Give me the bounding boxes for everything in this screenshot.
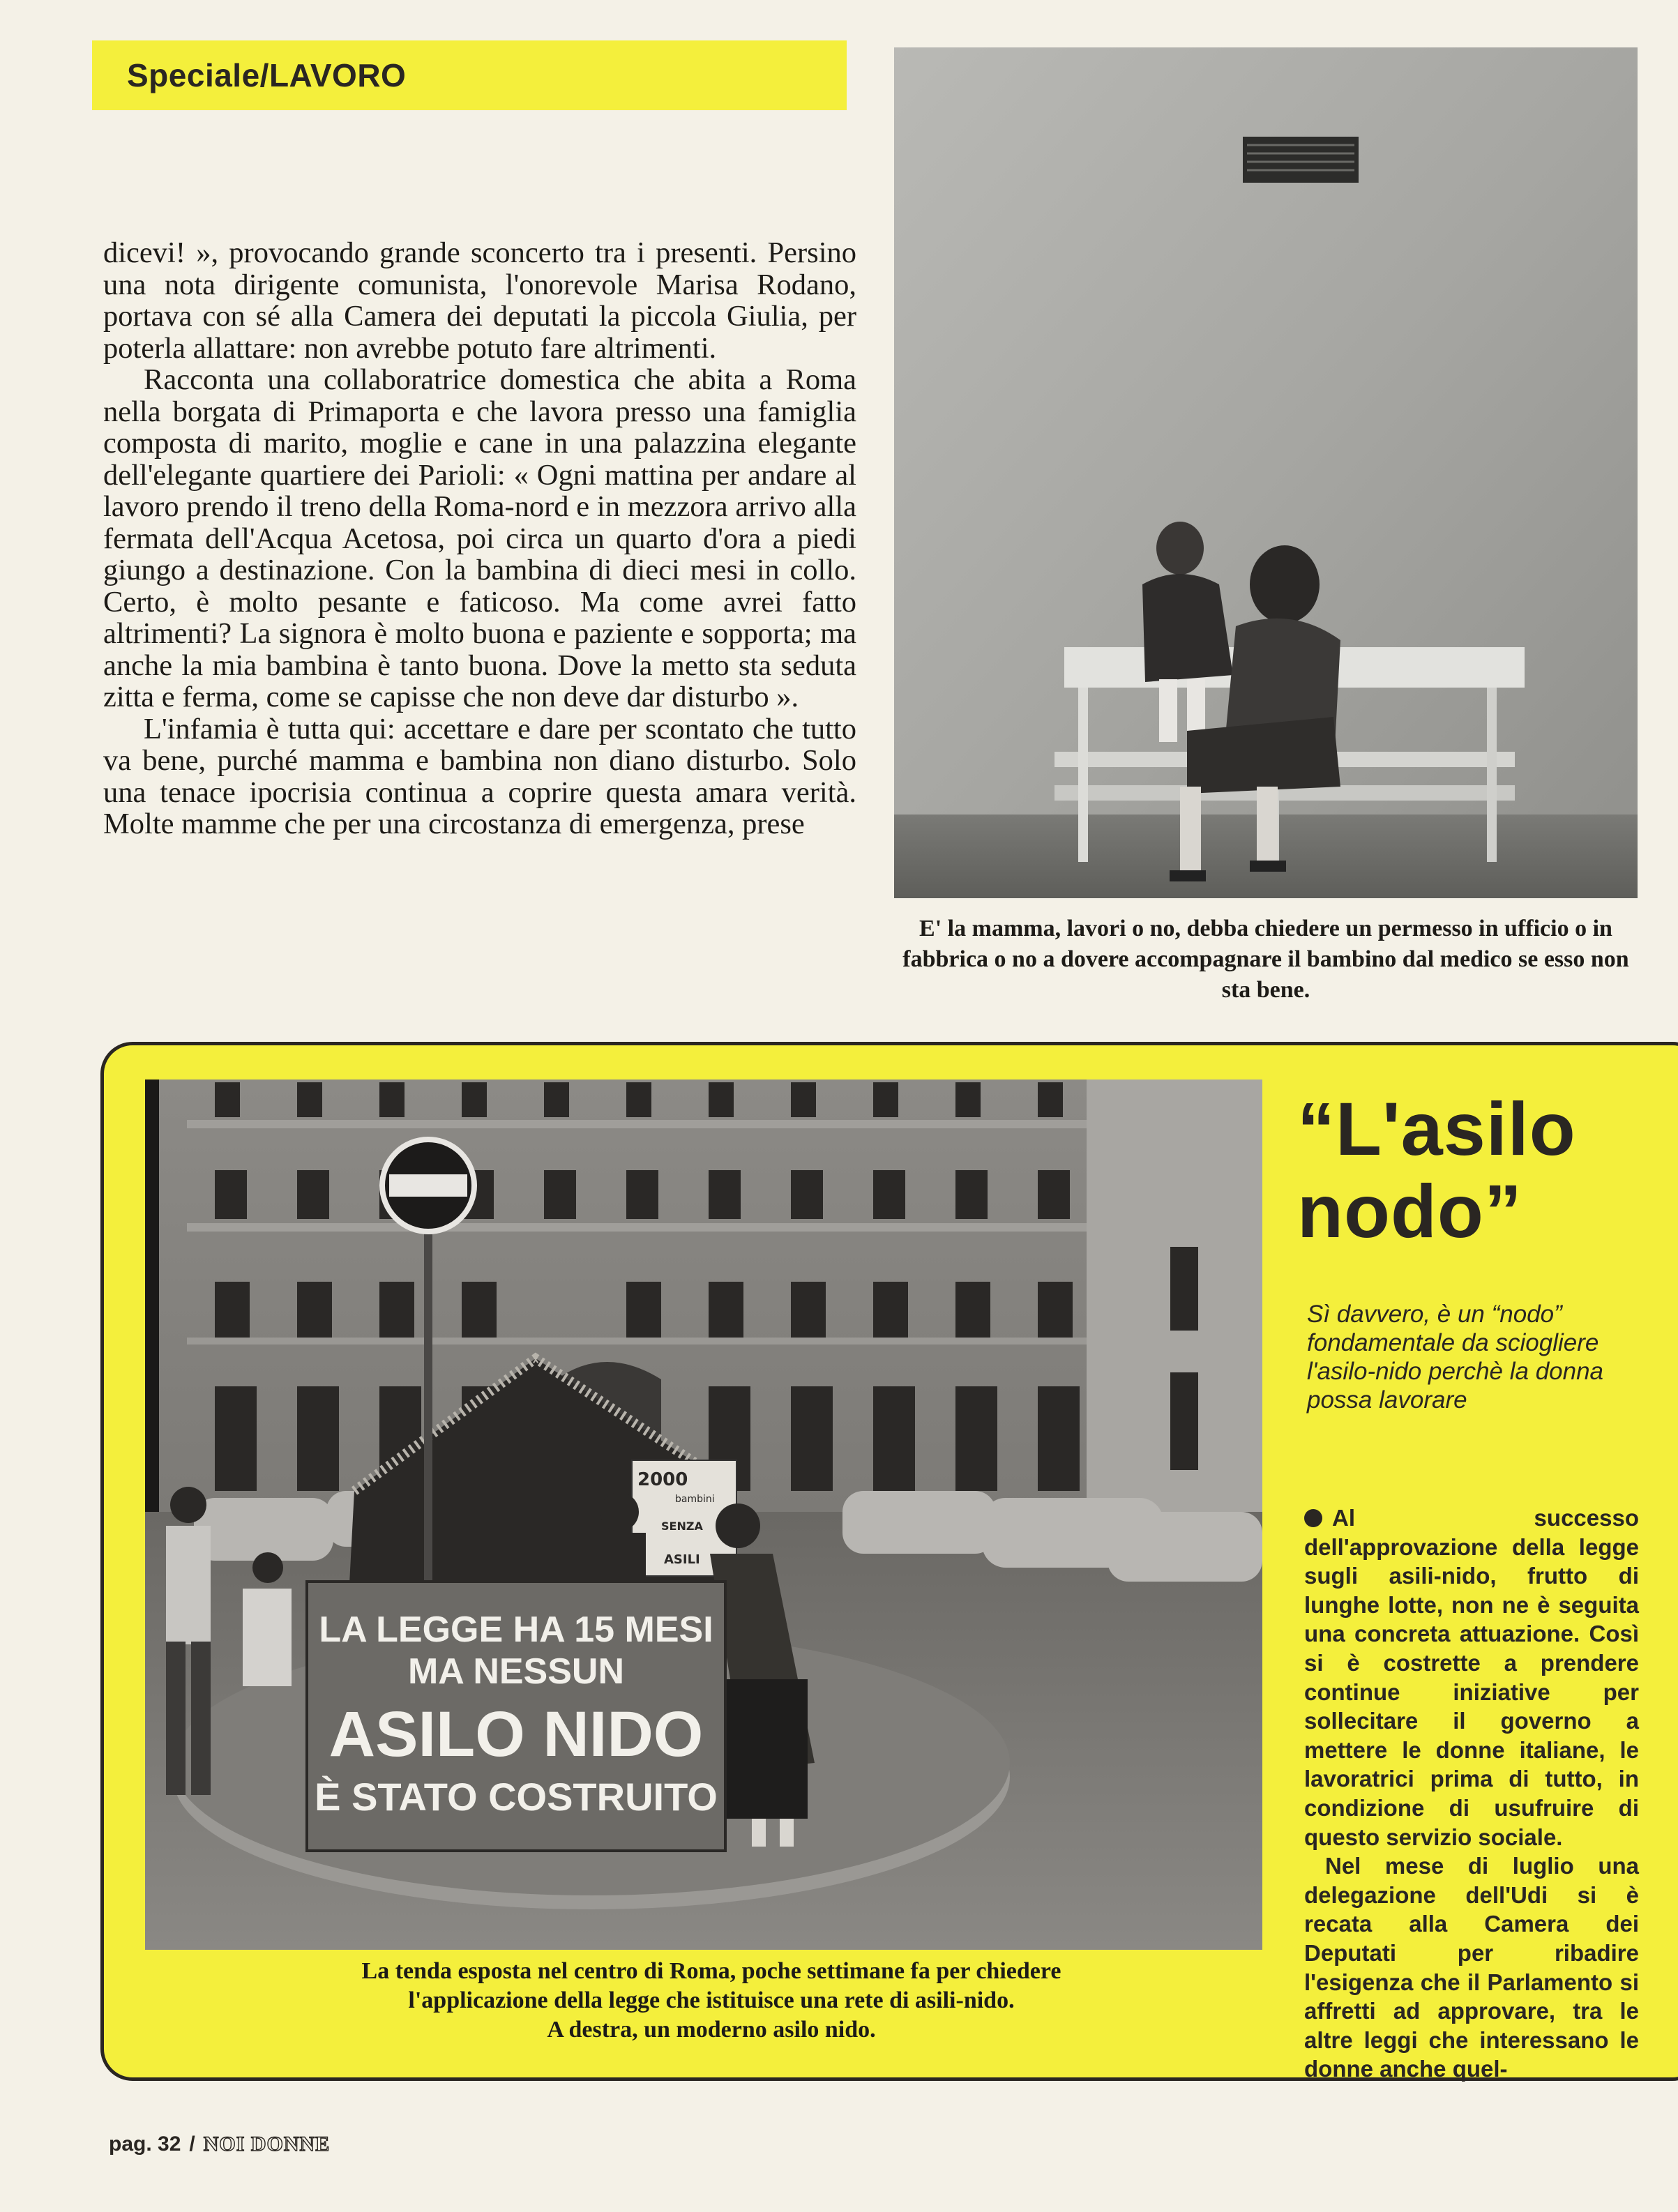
box-subtitle: Sì davvero, è un “nodo” fondamentale da sciogliere l'asilo-nido perchè la donna possa lavorare: [1307, 1301, 1604, 1414]
placard-line: ASILI: [664, 1552, 700, 1567]
footer-separator: /: [189, 2133, 195, 2156]
section-label: Speciale/LAVORO: [127, 57, 407, 93]
box-paragraph-text: Al successo dell'approvazione della legge sugli asili-nido, frutto di lunghe lotte, non ne è seguita una concreta attuazione. Così si è costrette a prendere continue iniziative per sollecitare il governo a mettere le donne italiane, le lavoratrici prima di tutto, in condizione di usufruire di questo servizio sociale.: [1304, 1505, 1639, 1850]
photo2-caption: [209, 1957, 1214, 2045]
article-paragraph: L'infamia è tutta qui: accettare e dare per scontato che tutto va bene, purché mamma e bambina non diano disturbo. Solo una tenace ipocrisia continua a coprire questa amara verità. Molte mamme che per una circostanza di emergenza, prese: [103, 712, 856, 840]
bullet-icon: [1304, 1509, 1322, 1527]
caption-line: La tenda esposta nel centro di Roma, poche settimane fa per chiedere: [361, 1958, 1061, 1984]
banner-line: ASILO NIDO: [328, 1699, 704, 1770]
placard-line: SENZA: [661, 1520, 703, 1533]
box-title-line: nodo”: [1297, 1169, 1522, 1253]
banner-line: MA NESSUN: [407, 1651, 625, 1692]
article-paragraph: Racconta una collaboratrice domestica che abita a Roma nella borgata di Primaporta e che lavora presso una famiglia composta di marito, moglie e cane in una palazzina elegante dell'elegante quartiere dei Parioli: « Ogni mattina per andare al lavoro prendo il treno della Roma-nord e in mezzora arrivo alla fermata dell'Acqua Acetosa, poi circa un quarto d'ora a piedi giungo a destinazione. Con la bambina di dieci mesi in collo. Certo, è molto pesante e faticoso. Ma come avrei fatto altrimenti? La signora è molto buona e paziente e sopporta; ma anche la mia bambina è tanto buona. Dove la metto sta seduta zitta e ferma, come se capisse che non deve dar disturbo ».: [103, 363, 856, 713]
photo-protest-tent: [145, 1080, 1262, 1950]
caption-line: A destra, un moderno asilo nido.: [547, 2017, 876, 2043]
page-footer: [109, 2133, 330, 2156]
page-number: pag. 32: [109, 2133, 181, 2156]
caption-line: l'applicazione della legge che istituisce una rete di asili-nido.: [408, 1987, 1015, 2013]
photo-mother-child-bench: [894, 47, 1638, 898]
article-body: [103, 237, 856, 840]
placard-line: bambini: [675, 1494, 715, 1505]
photo1-caption: E' la mamma, lavori o no, debba chiedere un permesso in ufficio o in fabbrica o no a dovere accompagnare il bambino dal medico se esso non sta bene.: [902, 916, 1629, 1003]
section-tag: [92, 40, 847, 110]
banner-line: È STATO COSTRUITO: [315, 1775, 718, 1819]
box-title: [1297, 1088, 1674, 1252]
box-title-line: “L'asilo: [1297, 1086, 1576, 1171]
box-paragraph: [1304, 1503, 1639, 1851]
box-paragraph: Nel mese di luglio una delegazione dell'Udi si è recata alla Camera dei Deputati per ribadire l'esigenza che il Parlamento si affretti ad approvare, tra le altre leggi che interessano le donne anche quel-: [1304, 1853, 1639, 2082]
magazine-logo: NOI DONNE: [203, 2133, 331, 2156]
box-body: [1304, 1503, 1639, 2084]
placard-line: 2000: [637, 1469, 688, 1490]
article-paragraph: dicevi! », provocando grande sconcerto tra i presenti. Persino una nota dirigente comunista, l'onorevole Marisa Rodano, portava con sé alla Camera dei deputati la piccola Giulia, per poterla allattare: non avrebbe potuto fare altrimenti.: [103, 236, 856, 365]
banner-line: LA LEGGE HA 15 MESI: [319, 1609, 713, 1650]
